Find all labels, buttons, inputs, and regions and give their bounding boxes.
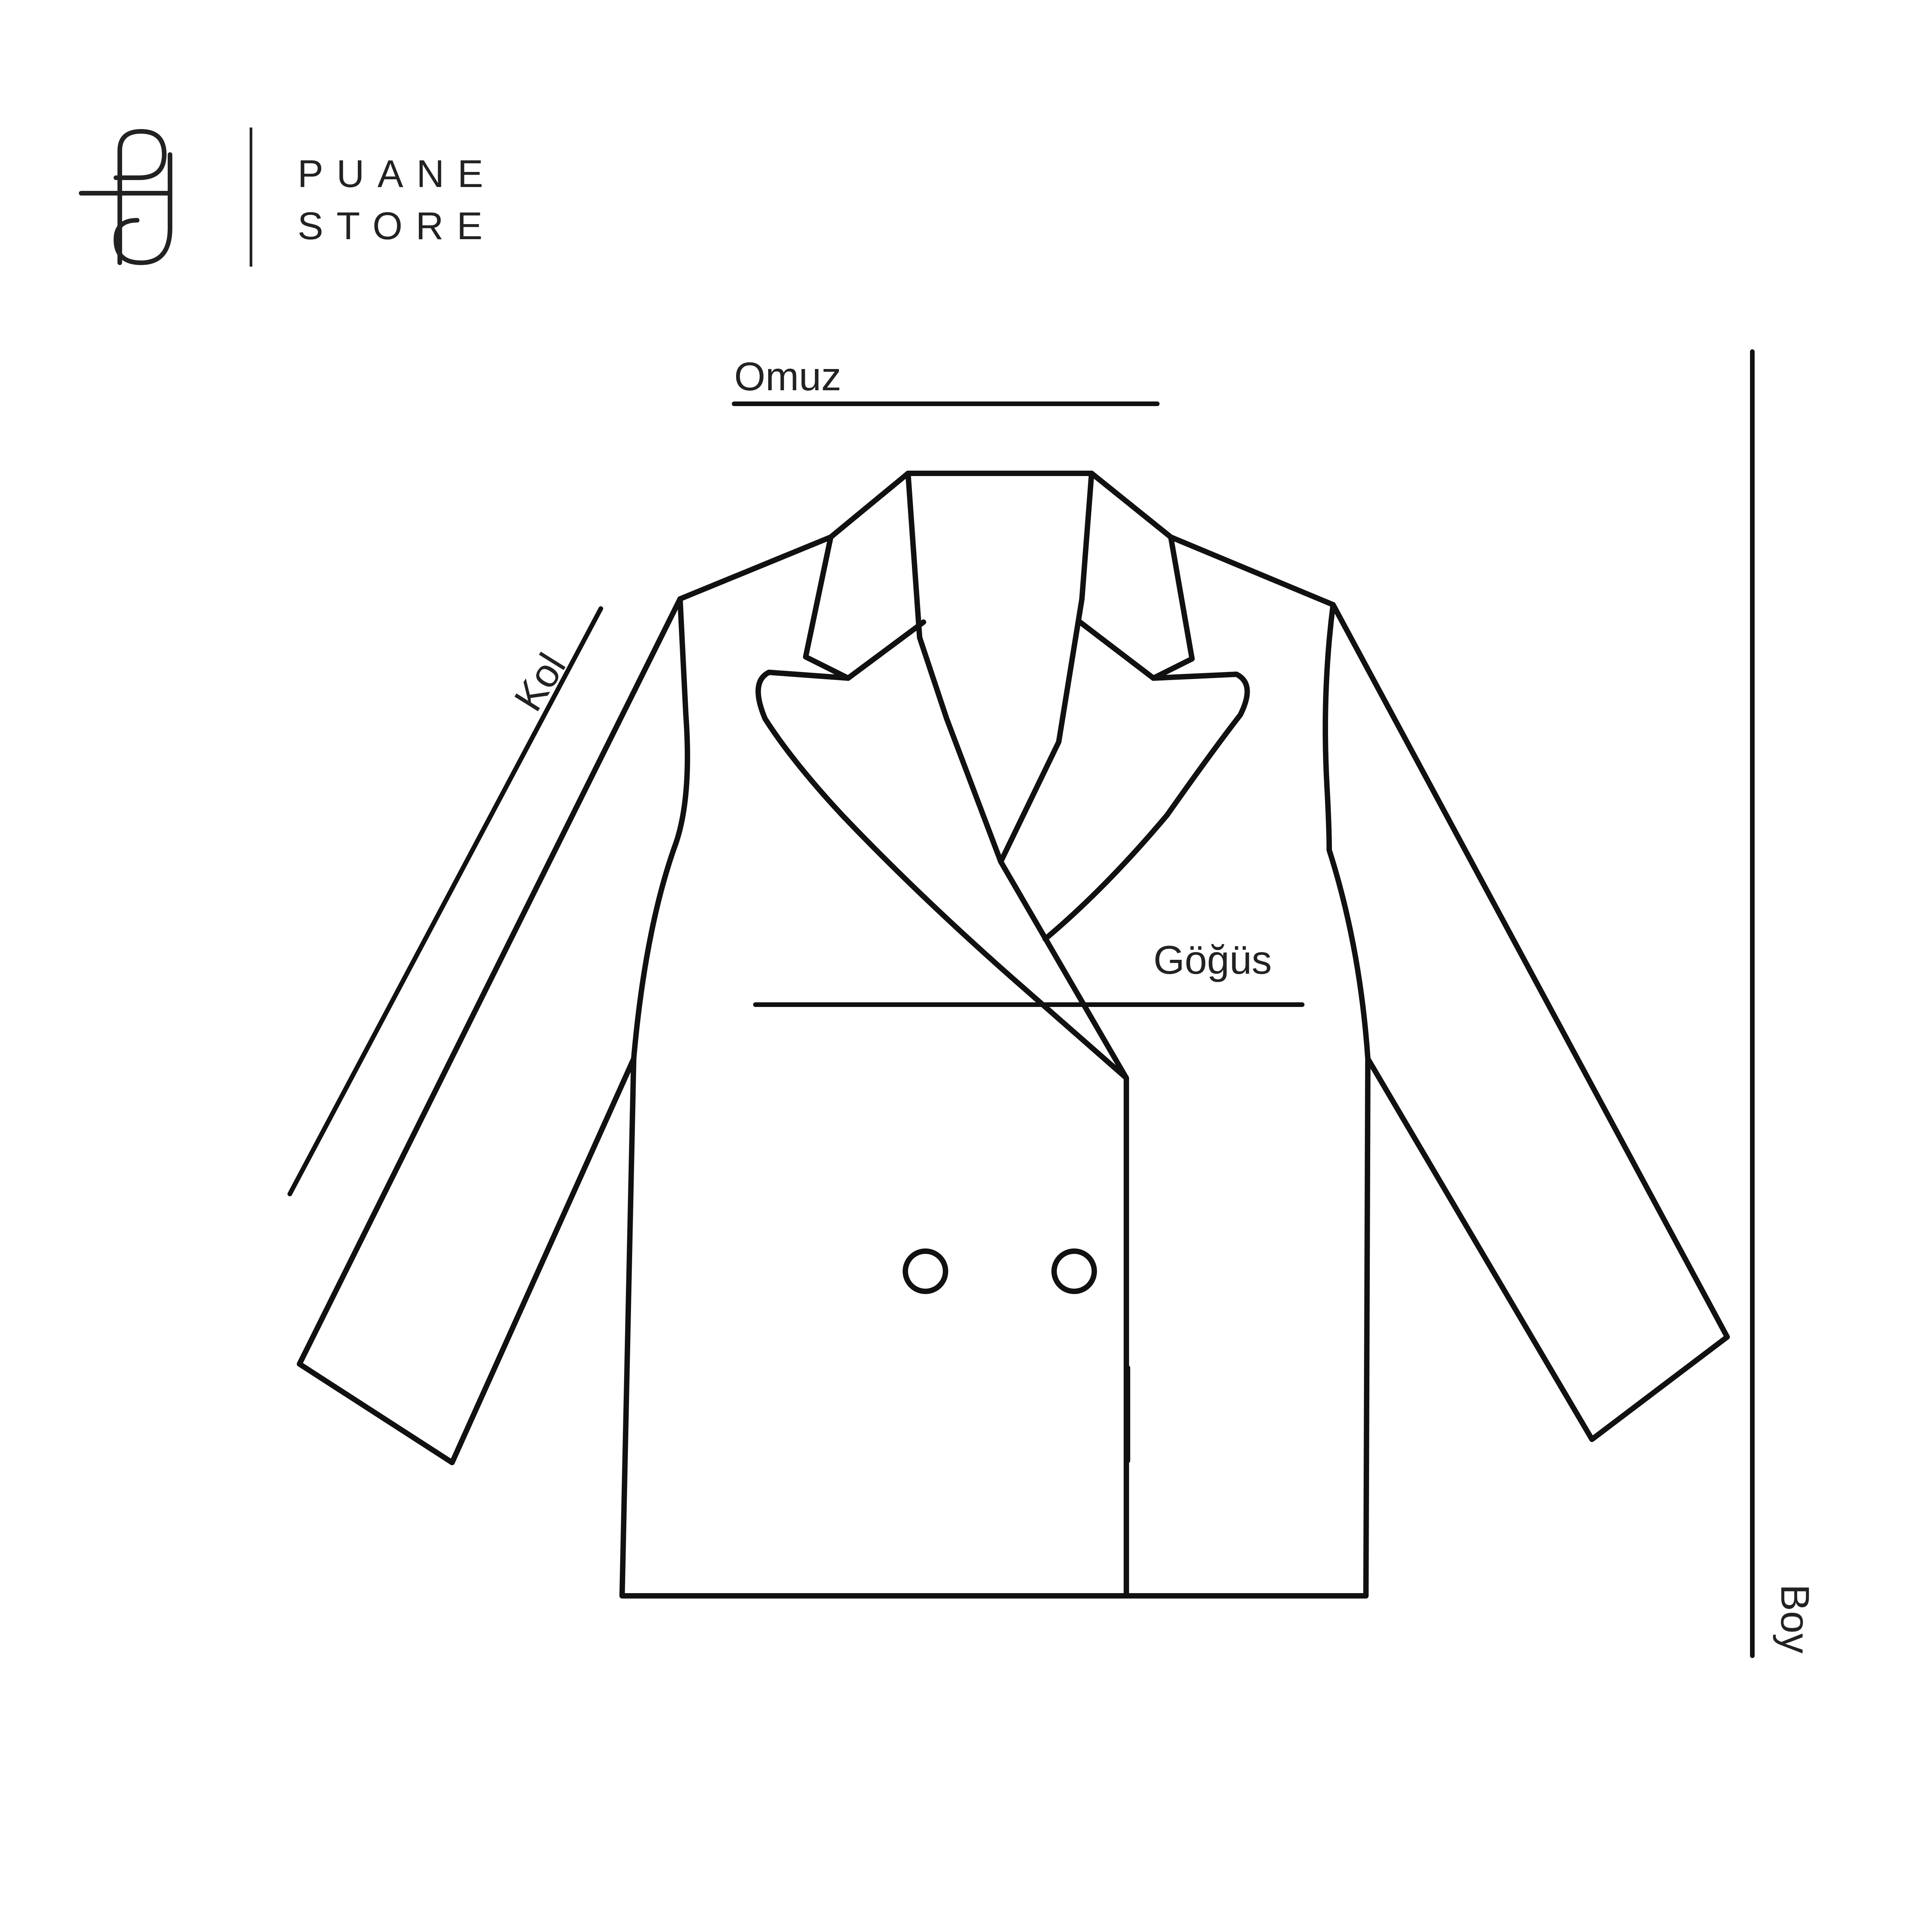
right-neckline [1001, 473, 1092, 862]
length-label: Boy [1772, 1584, 1817, 1654]
right-collar [1080, 537, 1192, 678]
brand-name-line2: STORE [298, 204, 496, 248]
button-left [905, 1251, 946, 1291]
shoulder-label: Omuz [734, 354, 842, 399]
left-collar [806, 537, 923, 678]
sleeve-label: Kol [505, 646, 575, 719]
brand-name-line1: PUANE [298, 152, 497, 196]
left-lapel [758, 672, 1126, 1078]
left-neckline [908, 473, 1001, 862]
right-sleeve-outline [1333, 605, 1727, 1439]
right-lapel [1045, 674, 1247, 939]
left-sleeve-outline [299, 599, 680, 1463]
chest-label: Göğüs [1153, 938, 1272, 983]
button-right [1054, 1251, 1094, 1291]
jacket-body-outline [622, 473, 1368, 1596]
